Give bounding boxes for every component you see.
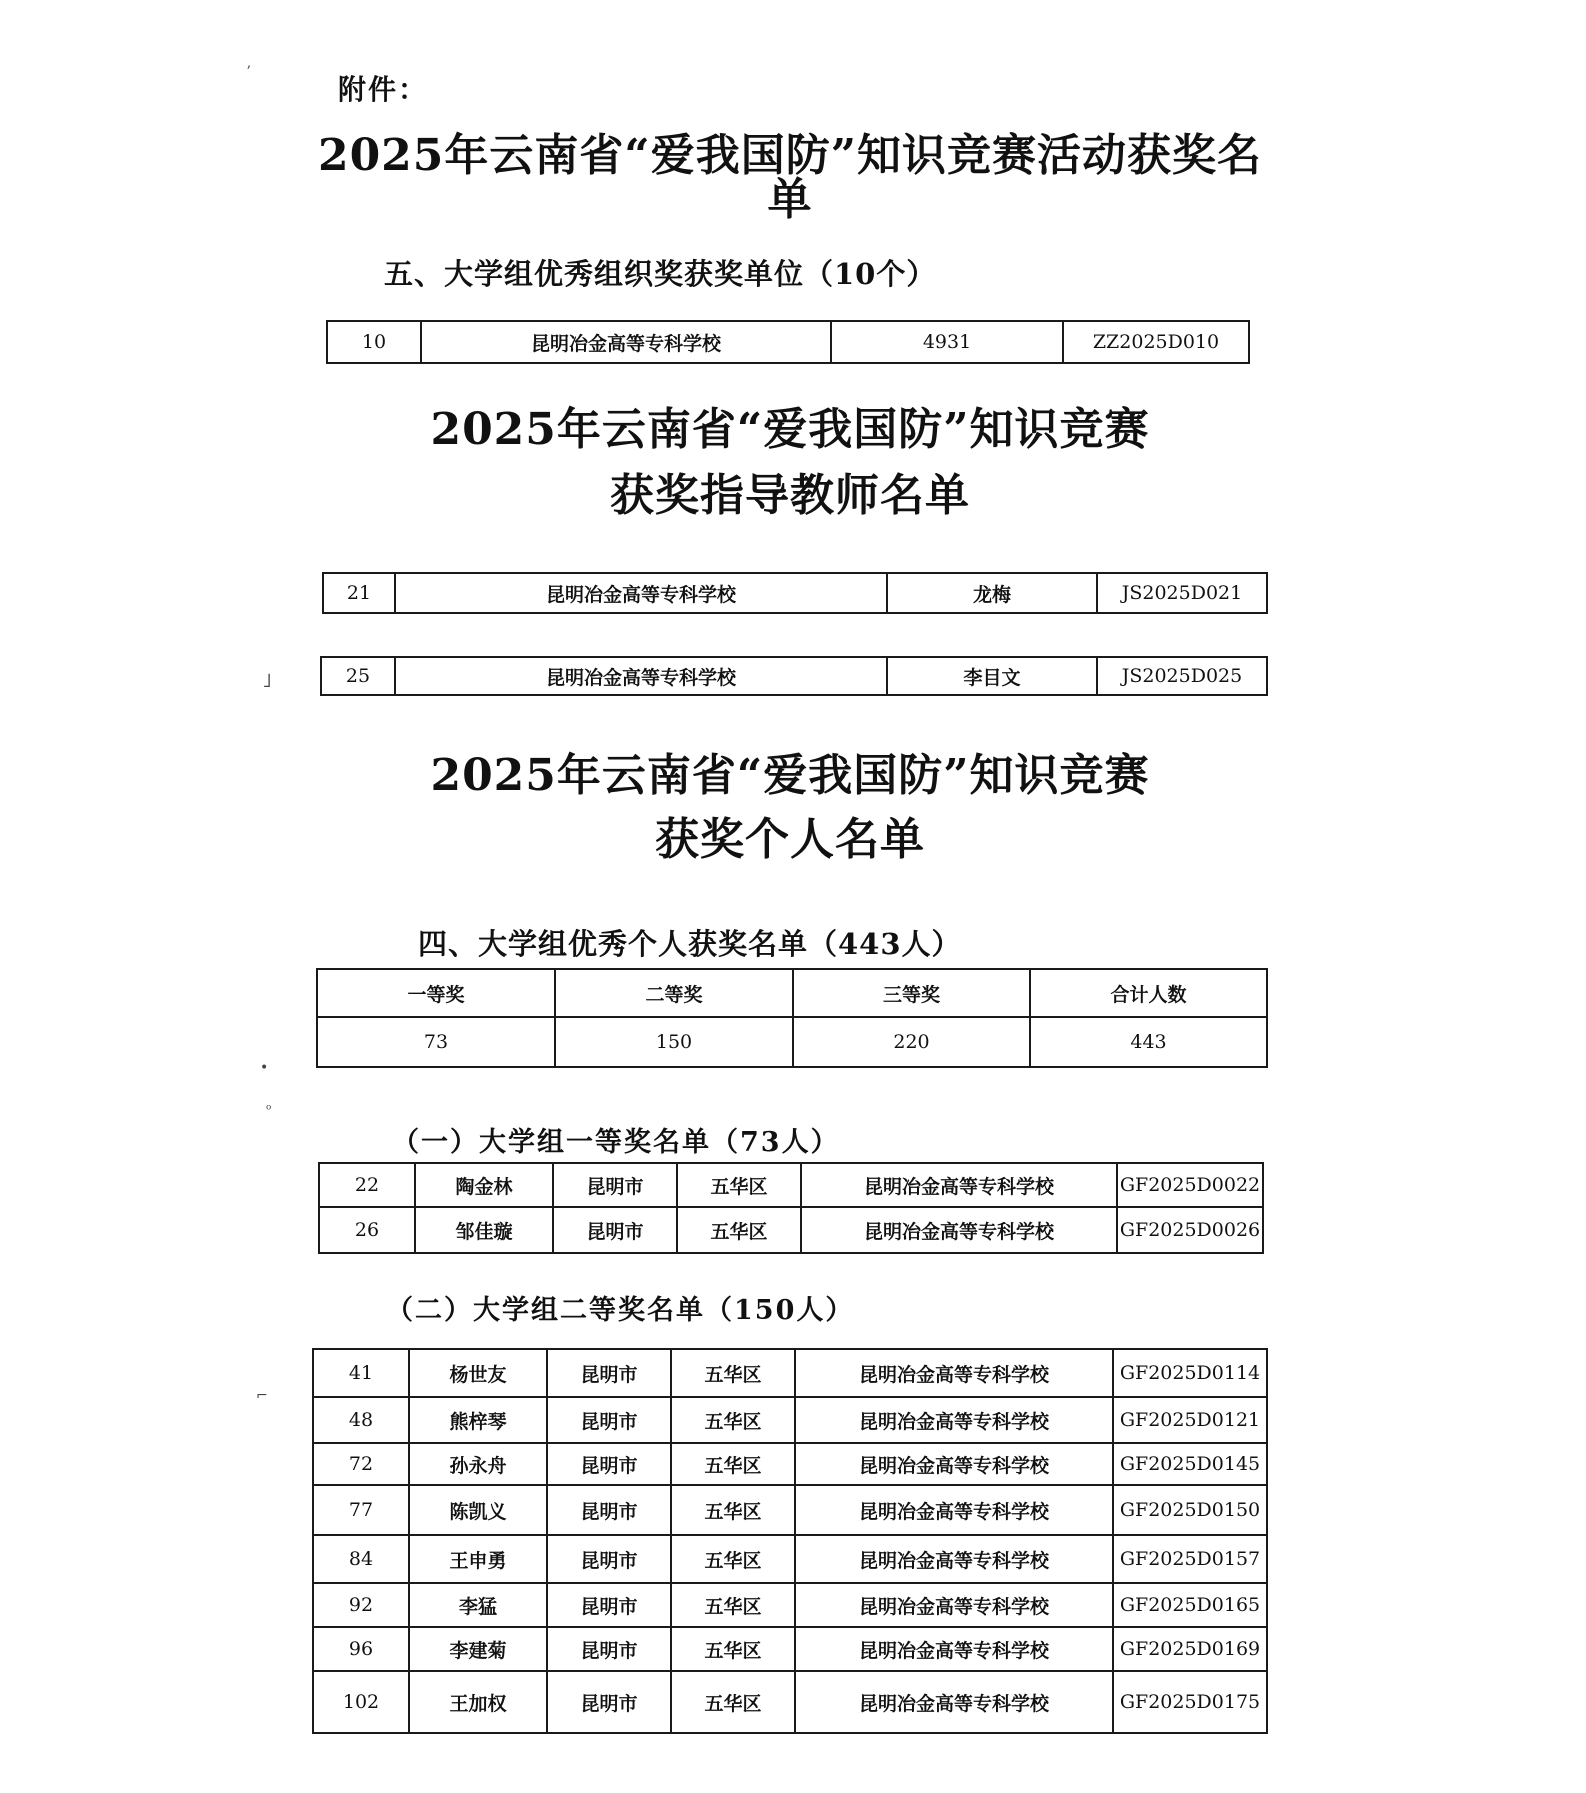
cell-no: 77 bbox=[313, 1485, 409, 1535]
table-row bbox=[321, 657, 1267, 695]
cell-school: 昆明冶金高等专科学校 bbox=[795, 1627, 1113, 1671]
cell-district: 五华区 bbox=[671, 1627, 795, 1671]
table-row bbox=[313, 1627, 1267, 1671]
cell-no: 84 bbox=[313, 1535, 409, 1583]
cell-district: 五华区 bbox=[671, 1443, 795, 1485]
cell-no: 72 bbox=[313, 1443, 409, 1485]
cell-school: 昆明冶金高等专科学校 bbox=[795, 1485, 1113, 1535]
individual-award-heading: 四、大学组优秀个人获奖名单（443人） bbox=[418, 927, 962, 961]
cell-city: 昆明市 bbox=[547, 1443, 671, 1485]
cell-district: 五华区 bbox=[671, 1535, 795, 1583]
cell-district: 五华区 bbox=[671, 1671, 795, 1733]
table-row bbox=[319, 1163, 1263, 1207]
cell-school: 昆明冶金高等专科学校 bbox=[795, 1535, 1113, 1583]
cell-city: 昆明市 bbox=[547, 1671, 671, 1733]
cell-teacher-name: 李目文 bbox=[887, 657, 1097, 695]
cell-school: 昆明冶金高等专科学校 bbox=[795, 1397, 1113, 1443]
cell-no: 41 bbox=[313, 1349, 409, 1397]
attachment-label: 附件： bbox=[338, 73, 429, 106]
cell-school: 昆明冶金高等专科学校 bbox=[801, 1207, 1117, 1253]
individual-award-subtitle: 获奖个人名单 bbox=[655, 814, 925, 865]
table-row bbox=[313, 1349, 1267, 1397]
cell-code: GF2025D0165 bbox=[1113, 1583, 1267, 1627]
first-prize-heading: （一）大学组一等奖名单（73人） bbox=[392, 1127, 840, 1158]
cell-teacher-name: 龙梅 bbox=[887, 573, 1097, 613]
value-second-prize: 150 bbox=[555, 1017, 793, 1067]
cell-no: 96 bbox=[313, 1627, 409, 1671]
cell-name: 王加权 bbox=[409, 1671, 547, 1733]
cell-district: 五华区 bbox=[671, 1583, 795, 1627]
cell-code: GF2025D0150 bbox=[1113, 1485, 1267, 1535]
cell-city: 昆明市 bbox=[547, 1485, 671, 1535]
cell-school: 昆明冶金高等专科学校 bbox=[795, 1671, 1113, 1733]
table-row bbox=[327, 321, 1249, 363]
table-row bbox=[313, 1443, 1267, 1485]
cell-name: 熊梓琴 bbox=[409, 1397, 547, 1443]
table-row bbox=[313, 1535, 1267, 1583]
teacher-award-title: 2025年云南省“爱我国防”知识竞赛 bbox=[430, 404, 1150, 455]
table-row bbox=[313, 1397, 1267, 1443]
cell-no: 26 bbox=[319, 1207, 415, 1253]
cell-no: 25 bbox=[321, 657, 395, 695]
individual-award-title: 2025年云南省“爱我国防”知识竞赛 bbox=[430, 750, 1150, 801]
scan-mark: ˩ bbox=[262, 668, 272, 692]
cell-name: 孙永舟 bbox=[409, 1443, 547, 1485]
cell-name: 李建菊 bbox=[409, 1627, 547, 1671]
cell-no: 10 bbox=[327, 321, 421, 363]
first-prize-table bbox=[318, 1162, 1264, 1254]
cell-school: 昆明冶金高等专科学校 bbox=[795, 1583, 1113, 1627]
header-first-prize: 一等奖 bbox=[317, 969, 555, 1017]
table-row bbox=[323, 573, 1267, 613]
scan-mark: • bbox=[260, 1060, 269, 1076]
cell-code: GF2025D0145 bbox=[1113, 1443, 1267, 1485]
cell-code: GF2025D0026 bbox=[1117, 1207, 1263, 1253]
table-row bbox=[319, 1207, 1263, 1253]
cell-district: 五华区 bbox=[671, 1485, 795, 1535]
cell-city: 昆明市 bbox=[553, 1207, 677, 1253]
cell-school: 昆明冶金高等专科学校 bbox=[801, 1163, 1117, 1207]
cell-code: GF2025D0175 bbox=[1113, 1671, 1267, 1733]
cell-district: 五华区 bbox=[671, 1349, 795, 1397]
cell-district: 五华区 bbox=[677, 1207, 801, 1253]
summary-value-row bbox=[317, 1017, 1267, 1067]
cell-code: GF2025D0157 bbox=[1113, 1535, 1267, 1583]
cell-school: 昆明冶金高等专科学校 bbox=[795, 1349, 1113, 1397]
header-total: 合计人数 bbox=[1030, 969, 1267, 1017]
cell-school: 昆明冶金高等专科学校 bbox=[395, 573, 887, 613]
cell-code: GF2025D0169 bbox=[1113, 1627, 1267, 1671]
cell-city: 昆明市 bbox=[547, 1397, 671, 1443]
summary-header-row bbox=[317, 969, 1267, 1017]
cell-city: 昆明市 bbox=[547, 1627, 671, 1671]
value-first-prize: 73 bbox=[317, 1017, 555, 1067]
second-prize-heading: （二）大学组二等奖名单（150人） bbox=[386, 1295, 855, 1326]
cell-city: 昆明市 bbox=[547, 1583, 671, 1627]
cell-city: 昆明市 bbox=[547, 1535, 671, 1583]
cell-city: 昆明市 bbox=[553, 1163, 677, 1207]
cell-district: 五华区 bbox=[671, 1397, 795, 1443]
cell-name: 王申勇 bbox=[409, 1535, 547, 1583]
teacher-award-table-1 bbox=[322, 572, 1268, 614]
table-row bbox=[313, 1583, 1267, 1627]
header-third-prize: 三等奖 bbox=[793, 969, 1030, 1017]
cell-school: 昆明冶金高等专科学校 bbox=[795, 1443, 1113, 1485]
cell-code: GF2025D0022 bbox=[1117, 1163, 1263, 1207]
scan-mark: ⌐ bbox=[256, 1388, 268, 1404]
value-total: 443 bbox=[1030, 1017, 1267, 1067]
main-title: 2025年云南省“爱我国防”知识竞赛活动获奖名单 bbox=[317, 130, 1263, 225]
org-award-heading: 五、大学组优秀组织奖获奖单位（10个） bbox=[384, 257, 937, 291]
teacher-award-subtitle: 获奖指导教师名单 bbox=[610, 470, 970, 521]
cell-name: 杨世友 bbox=[409, 1349, 547, 1397]
teacher-award-table-2 bbox=[320, 656, 1268, 696]
cell-score: 4931 bbox=[831, 321, 1063, 363]
cell-name: 邹佳璇 bbox=[415, 1207, 553, 1253]
scan-mark: ʼ bbox=[246, 64, 251, 80]
cell-code: JS2025D021 bbox=[1097, 573, 1267, 613]
cell-code: JS2025D025 bbox=[1097, 657, 1267, 695]
table-row bbox=[313, 1485, 1267, 1535]
org-award-table bbox=[326, 320, 1250, 364]
cell-school: 昆明冶金高等专科学校 bbox=[395, 657, 887, 695]
cell-no: 102 bbox=[313, 1671, 409, 1733]
header-second-prize: 二等奖 bbox=[555, 969, 793, 1017]
value-third-prize: 220 bbox=[793, 1017, 1030, 1067]
cell-code: ZZ2025D010 bbox=[1063, 321, 1249, 363]
cell-no: 92 bbox=[313, 1583, 409, 1627]
cell-no: 21 bbox=[323, 573, 395, 613]
cell-district: 五华区 bbox=[677, 1163, 801, 1207]
second-prize-table bbox=[312, 1348, 1268, 1734]
cell-no: 48 bbox=[313, 1397, 409, 1443]
cell-name: 陶金林 bbox=[415, 1163, 553, 1207]
cell-no: 22 bbox=[319, 1163, 415, 1207]
cell-school: 昆明冶金高等专科学校 bbox=[421, 321, 831, 363]
cell-name: 陈凯义 bbox=[409, 1485, 547, 1535]
cell-code: GF2025D0121 bbox=[1113, 1397, 1267, 1443]
cell-name: 李猛 bbox=[409, 1583, 547, 1627]
scan-mark: ᵒ bbox=[266, 1102, 272, 1118]
cell-city: 昆明市 bbox=[547, 1349, 671, 1397]
cell-code: GF2025D0114 bbox=[1113, 1349, 1267, 1397]
table-row bbox=[313, 1671, 1267, 1733]
summary-table bbox=[316, 968, 1268, 1068]
